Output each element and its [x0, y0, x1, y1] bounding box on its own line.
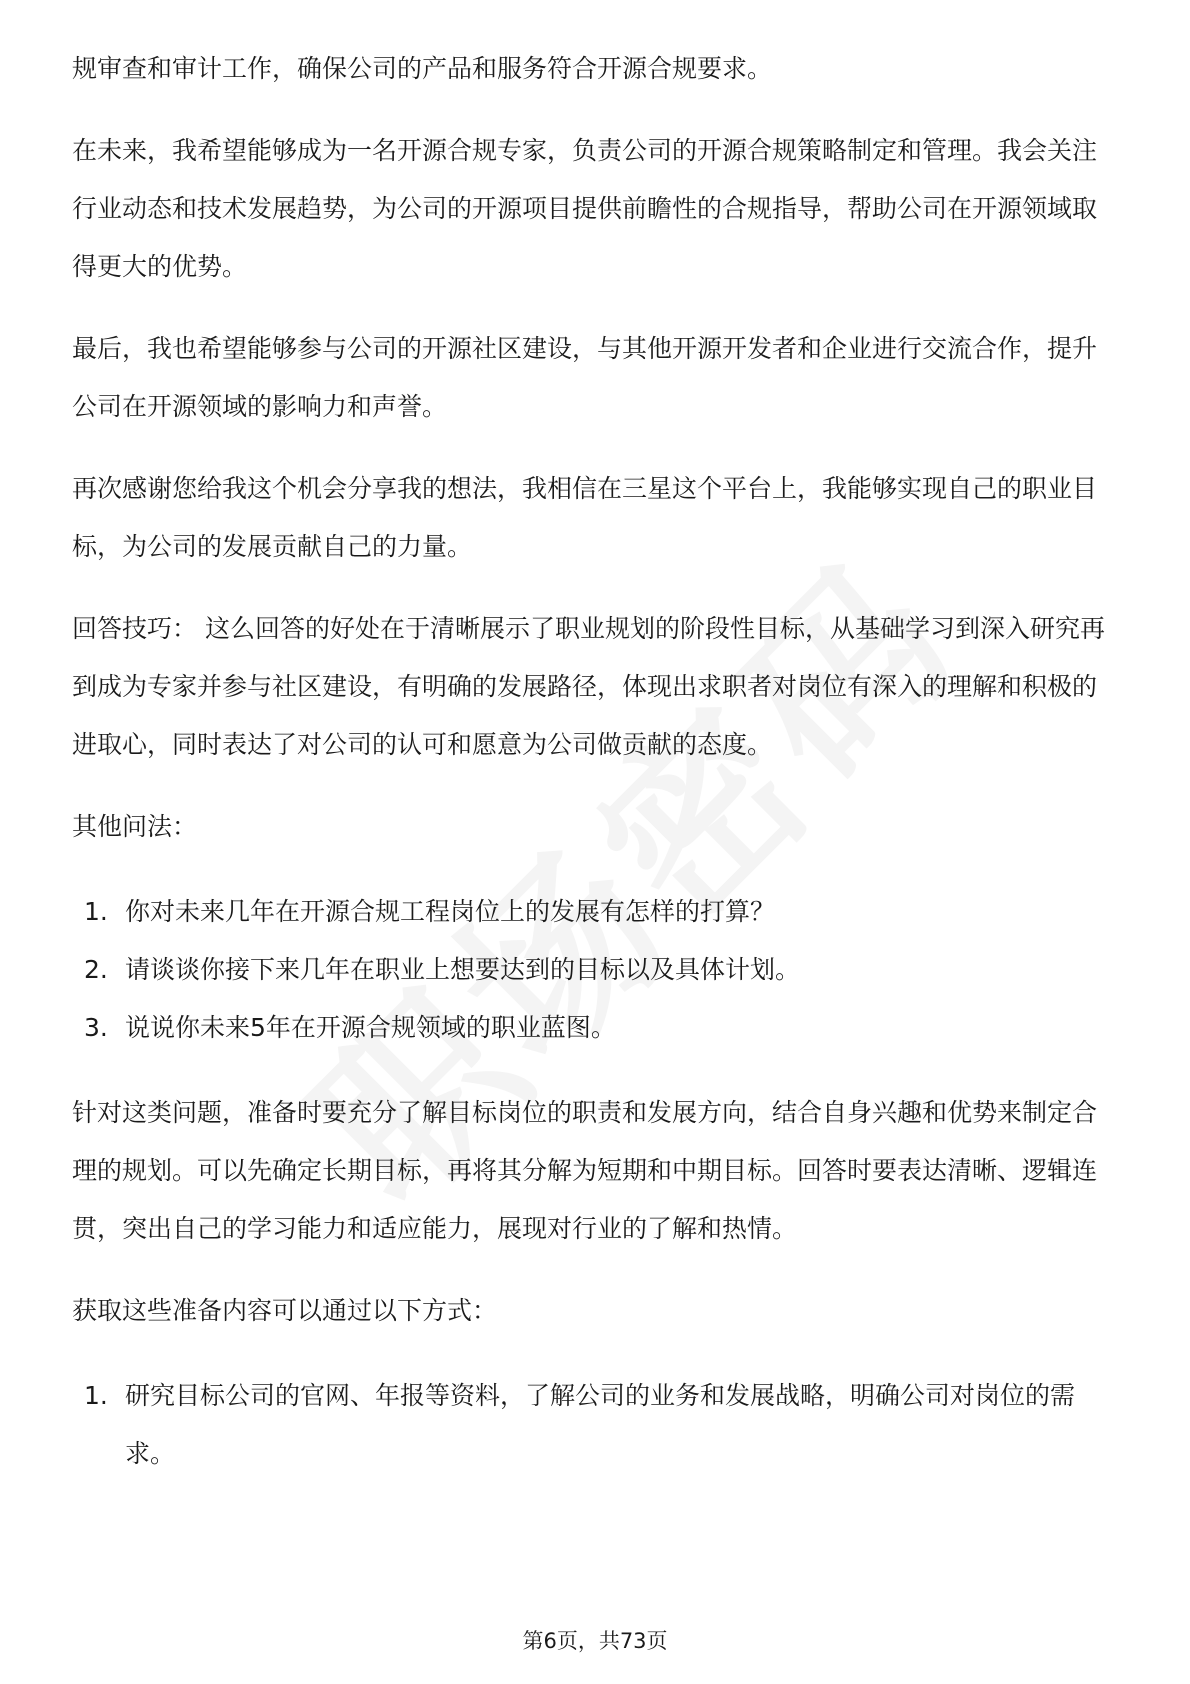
list-item [72, 883, 1118, 941]
list-item-text: 研究目标公司的官网、年报等资料，了解公司的业务和发展战略，明确公司对岗位的需求。 [125, 1381, 1076, 1468]
paragraph-compliance-review: 规审查和审计工作，确保公司的产品和服务符合开源合规要求。 [72, 54, 773, 83]
list-item-text: 你对未来几年在开源合规工程岗位上的发展有怎样的打算？ [125, 897, 776, 926]
list-number: 1. [84, 1381, 108, 1410]
list-item [72, 941, 1118, 999]
paragraph-thanks: 再次感谢您给我这个机会分享我的想法，我相信在三星这个平台上，我能够实现自己的职业目标，为公司的发展贡献自己的力量。 [72, 474, 1098, 561]
paragraph-answer-tips: 回答技巧： 这么回答的好处在于清晰展示了职业规划的阶段性目标，从基础学习到深入研究再到成为专家并参与社区建设，有明确的发展路径，体现出求职者对岗位有深入的理解和积极的进取心，同时表达了对公司的认可和愿意为公司做贡献的态度。 [72, 614, 1105, 759]
other-questions-list [72, 883, 1118, 1057]
paragraph-community: 最后，我也希望能够参与公司的开源社区建设，与其他开源开发者和企业进行交流合作，提升公司在开源领域的影响力和声誉。 [72, 334, 1098, 421]
list-item [72, 1367, 1118, 1483]
list-number: 2. [84, 955, 108, 984]
paragraph-preparation-advice: 针对这类问题，准备时要充分了解目标岗位的职责和发展方向，结合自身兴趣和优势来制定合理的规划。可以先确定长期目标，再将其分解为短期和中期目标。回答时要表达清晰、逻辑连贯，突出自己的学习能力和适应能力，展现对行业的了解和热情。 [72, 1098, 1098, 1243]
paragraph-prep-methods-heading: 获取这些准备内容可以通过以下方式： [72, 1296, 498, 1325]
prep-methods-list [72, 1367, 1118, 1483]
list-item-text: 请谈谈你接下来几年在职业上想要达到的目标以及具体计划。 [125, 955, 801, 984]
page-footer: 第6页，共73页 [522, 1629, 668, 1653]
list-item-text: 说说你未来5年在开源合规领域的职业蓝图。 [125, 1013, 616, 1042]
list-number: 3. [84, 1013, 108, 1042]
list-number: 1. [84, 897, 108, 926]
paragraph-future-expert: 在未来，我希望能够成为一名开源合规专家，负责公司的开源合规策略制定和管理。我会关注行业动态和技术发展趋势，为公司的开源项目提供前瞻性的合规指导，帮助公司在开源领域取得更大的优势。 [72, 136, 1098, 281]
paragraph-other-questions-heading: 其他问法： [72, 812, 198, 841]
list-item [72, 999, 1118, 1057]
document-body [72, 40, 1118, 1483]
